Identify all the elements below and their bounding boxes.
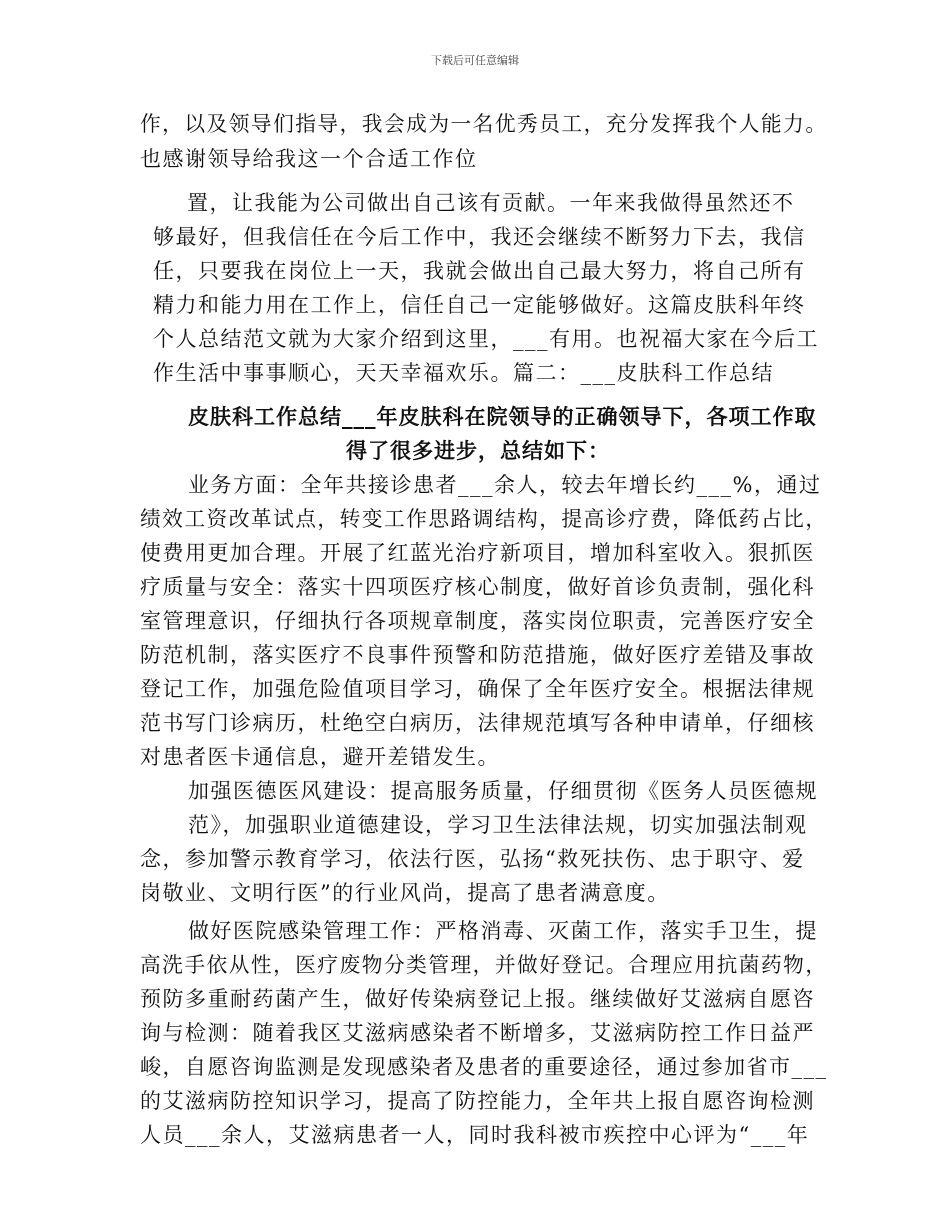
text-line: 对患者医卡通信息，避开差错发生。 [140,745,500,769]
text-line: 置，让我能为公司做出自己该有贡献。一年来我做得虽然还不 [187,191,795,215]
text-line: 够最好，但我信任在今后工作中，我还会继续不断努力下去，我信 [153,225,806,249]
text-line: 任，只要我在岗位上一天，我就会做出自己最大努力，将自己所有 [153,259,806,283]
text-line: 高洗手依从性，医疗废物分类管理，并做好登记。合理应用抗菌药物， [140,953,828,977]
text-line: 个人总结范文就为大家介绍到这里，___有用。也祝福大家在今后工 [153,327,819,351]
text-line: 预防多重耐药菌产生，做好传染病登记上报。继续做好艾滋病自愿咨 [140,987,815,1011]
text-line: 询与检测：随着我区艾滋病感染者不断增多，艾滋病防控工作日益严 [140,1021,815,1045]
text-line: 范》，加强职业道德建设，学习卫生法律法规，切实加强法制观 [188,813,808,837]
section-heading: 得了很多进步，总结如下： [346,438,610,463]
text-line: 岗敬业、文明行医”的行业风尚，提高了患者满意度。 [140,881,670,905]
text-line: 的艾滋病防控知识学习，提高了防控能力，全年共上报自愿咨询检测 [140,1089,815,1113]
text-line: 防范机制，落实医疗不良事件预警和防范措施，做好医疗差错及事故 [140,643,815,667]
text-line: 作生活中事事顺心，天天幸福欢乐。篇二：___皮肤科工作总结 [153,361,774,385]
text-line: 范书写门诊病历，杜绝空白病历，法律规范填写各种申请单，仔细核 [140,711,815,735]
text-line: 疗质量与安全：落实十四项医疗核心制度，做好首诊负责制，强化科 [140,575,815,599]
text-line: 使费用更加合理。开展了红蓝光治疗新项目，增加科室收入。狠抓医 [140,541,815,565]
text-line: 室管理意识，仔细执行各项规章制度，落实岗位职责，完善医疗安全 [140,609,815,633]
text-line: 峻，自愿咨询监测是发现感染者及患者的重要途径，通过参加省市___ [140,1055,828,1079]
page-header: 下载后可任意编辑 [431,54,519,67]
text-line: 做好医院感染管理工作：严格消毒、灭菌工作，落实手卫生，提 [188,919,818,943]
text-line: 加强医德医风建设：提高服务质量，仔细贯彻《医务人员医德规 [188,779,818,803]
section-heading: 皮肤科工作总结___年皮肤科在院领导的正确领导下，各项工作取 [188,404,817,429]
text-line: 人员___余人，艾滋病患者一人，同时我科被市疾控中心评为“___年 [140,1123,810,1147]
text-line: 登记工作，加强危险值项目学习，确保了全年医疗安全。根据法律规 [140,677,815,701]
text-line: 也感谢领导给我这一个合适工作位 [140,147,478,171]
text-line: 绩效工资改革试点，转变工作思路调结构，提高诊疗费，降低药占比， [140,507,828,531]
text-line: 精力和能力用在工作上，信任自己一定能够做好。这篇皮肤科年终 [153,293,806,317]
text-line: 作，以及领导们指导，我会成为一名优秀员工，充分发挥我个人能力。 [140,112,828,136]
text-line: 念，参加警示教育学习，依法行医，弘扬“救死扶伤、忠于职守、爱 [140,847,805,871]
text-line: 业务方面：全年共接诊患者___余人，较去年增长约___%，通过 [188,473,822,497]
